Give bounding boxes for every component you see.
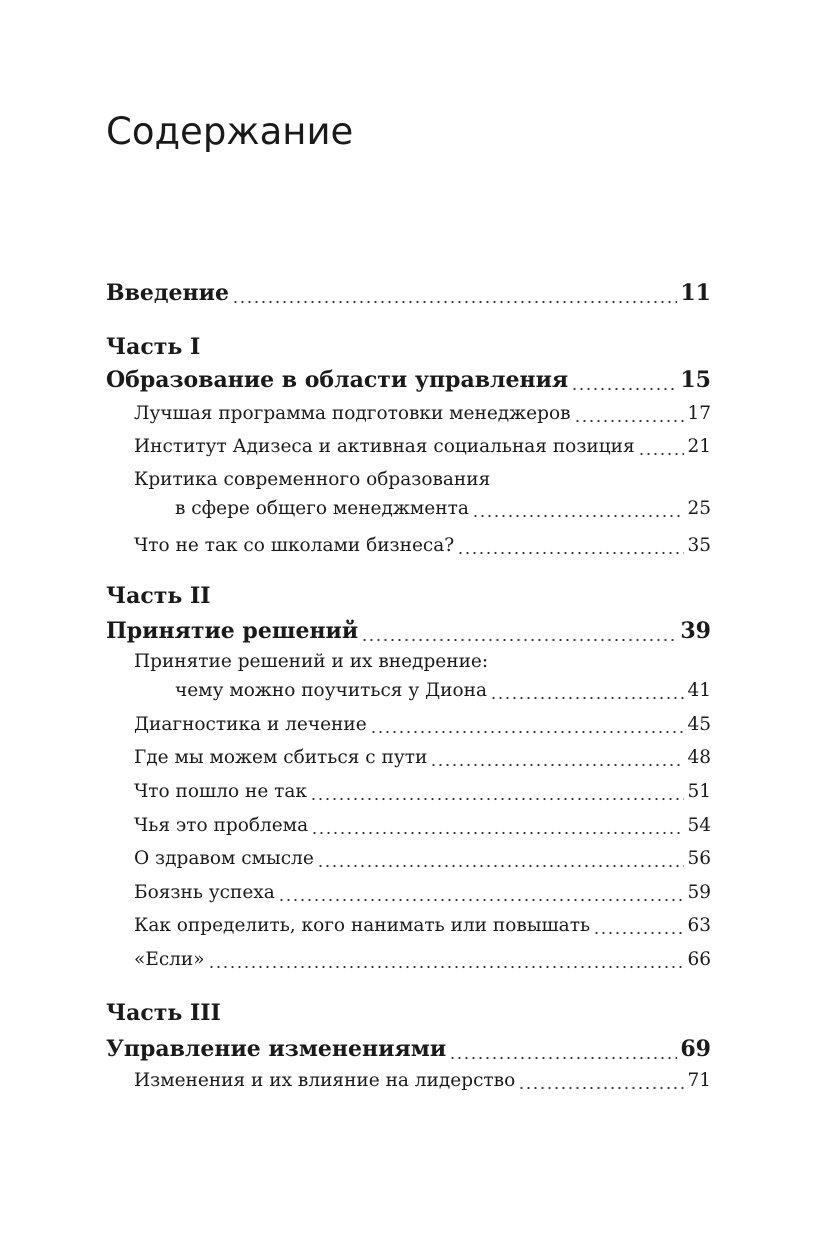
toc-label: Что не так со школами бизнеса? [134, 535, 455, 556]
toc-page-number: 66 [687, 949, 711, 970]
toc-label: Принятие решений [106, 618, 359, 644]
toc-page-number: 25 [687, 498, 711, 519]
toc-label: Лучшая программа подготовки менеджеров [134, 403, 571, 424]
toc-entry[interactable] [134, 811, 711, 841]
toc-label: Что пошло не так [134, 781, 307, 802]
toc-label: Образование в области управления [106, 367, 569, 393]
toc-label: Боязнь успеха [134, 882, 275, 903]
toc-entry-line1[interactable]: Принятие решений и их внедрение: [134, 651, 489, 672]
toc-page-number: 41 [687, 680, 711, 701]
toc-entry-part-2-title[interactable] [106, 614, 711, 648]
toc-label: «Если» [134, 949, 205, 970]
toc-page-number: 45 [687, 714, 711, 735]
toc-entry[interactable] [134, 710, 711, 740]
dot-leader [361, 638, 677, 642]
dot-leader [317, 864, 685, 868]
toc-entry-intro[interactable] [106, 276, 711, 310]
part-2-heading: Часть II [106, 583, 211, 609]
toc-page-number: 69 [680, 1036, 711, 1062]
toc-page-number: 51 [687, 781, 711, 802]
part-1-heading: Часть I [106, 334, 201, 360]
dot-leader [571, 387, 677, 391]
toc-label: Чья это проблема [134, 815, 309, 836]
toc-entry[interactable] [134, 1066, 711, 1096]
dot-leader [311, 831, 684, 835]
toc-entry[interactable] [175, 676, 711, 706]
toc-page-number: 35 [687, 535, 711, 556]
toc-entry[interactable] [134, 878, 711, 908]
toc-label: Где мы можем сбиться с пути [134, 747, 428, 768]
dot-leader [457, 551, 684, 555]
dot-leader [232, 300, 677, 304]
dot-leader [518, 1086, 684, 1090]
toc-entry[interactable] [175, 494, 711, 524]
toc-page-number: 21 [687, 436, 711, 457]
toc-entry[interactable] [134, 777, 711, 807]
dot-leader [449, 1056, 677, 1060]
toc-label: Институт Адизеса и активная социальная позиция [134, 436, 635, 457]
toc-label: Изменения и их влияние на лидерство [134, 1070, 516, 1091]
toc-page-number: 11 [680, 280, 711, 306]
toc-label: чему можно поучиться у Диона [175, 680, 487, 701]
toc-label: Диагностика и лечение [134, 714, 367, 735]
dot-leader [490, 696, 684, 700]
dot-leader [278, 898, 685, 902]
toc-label: Введение [106, 280, 229, 306]
toc-label: Управление изменениями [106, 1036, 447, 1062]
toc-entry[interactable] [134, 844, 711, 874]
dot-leader [574, 419, 685, 423]
toc-entry[interactable] [134, 911, 711, 941]
toc-page-number: 56 [687, 848, 711, 869]
toc-page-number: 39 [680, 618, 711, 644]
toc-page-number: 17 [687, 403, 711, 424]
toc-page-number: 71 [687, 1070, 711, 1091]
dot-leader [310, 797, 684, 801]
part-3-heading: Часть III [106, 1000, 221, 1026]
toc-entry-line1[interactable]: Критика современного образования [134, 469, 491, 490]
toc-entry-part-3-title[interactable] [106, 1032, 711, 1066]
toc-page-number: 48 [687, 747, 711, 768]
dot-leader [208, 965, 685, 969]
toc-entry[interactable] [134, 945, 711, 975]
dot-leader [430, 763, 684, 767]
toc-label: О здравом смысле [134, 848, 314, 869]
toc-page-number: 15 [680, 367, 711, 393]
toc-page-number: 63 [687, 915, 711, 936]
toc-entry[interactable] [134, 432, 711, 462]
dot-leader [370, 730, 685, 734]
dot-leader [638, 452, 685, 456]
toc-entry-part-1-title[interactable] [106, 363, 711, 397]
toc-page-number: 54 [687, 815, 711, 836]
toc-entry[interactable] [134, 531, 711, 561]
dot-leader [593, 931, 684, 935]
toc-label: в сфере общего менеджмента [175, 498, 469, 519]
toc-page-number: 59 [687, 882, 711, 903]
toc-label: Как определить, кого нанимать или повышать [134, 915, 591, 936]
toc-entry[interactable] [134, 399, 711, 429]
page-title: Содержание [106, 110, 354, 153]
toc-entry[interactable] [134, 743, 711, 773]
dot-leader [472, 514, 685, 518]
